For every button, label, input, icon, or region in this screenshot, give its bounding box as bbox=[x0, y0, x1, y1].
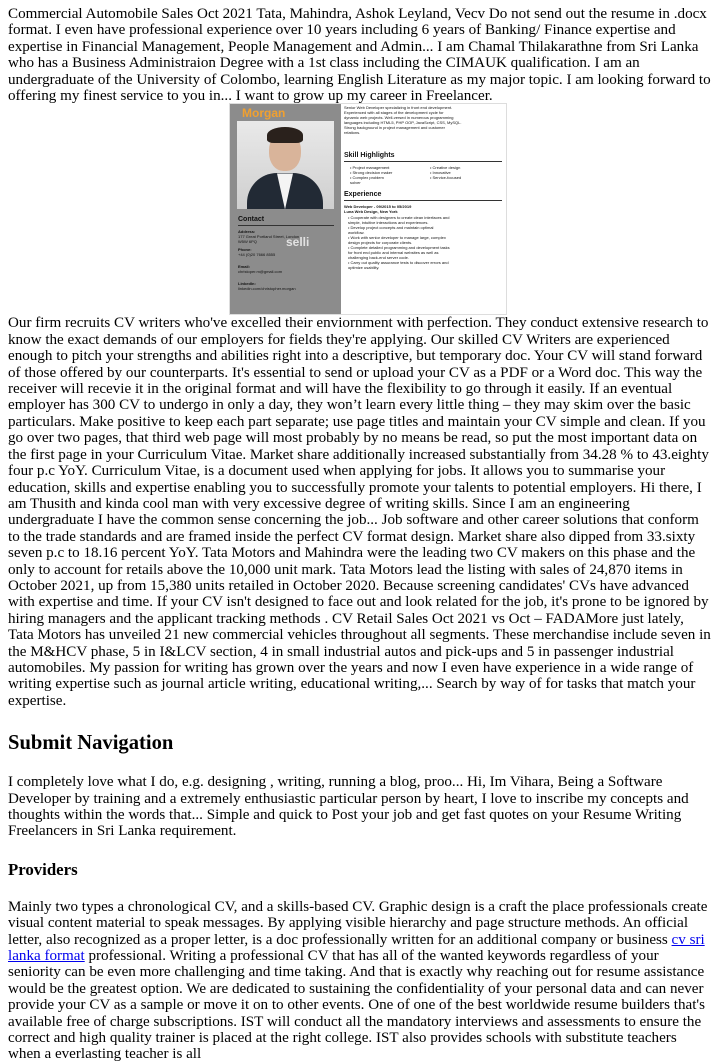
cv-contact-heading: Contact bbox=[238, 216, 265, 224]
cv-contact-rule bbox=[238, 225, 334, 226]
cv-name: Morgan bbox=[242, 106, 286, 121]
cv-sri-lanka-format-link[interactable]: cv sri lanka format bbox=[8, 931, 705, 965]
cv-photo bbox=[237, 121, 334, 209]
cv-skills-right: • Creative design • Innovative • Service-focused bbox=[430, 165, 462, 181]
paragraph-3-after-link: professional. Writing a professional CV that has all of the wanted keywords regardless of your seniority can be even more challenging and time taking. And that is exactly why reaching out for resume assistance would be the greatest option. We are dedicated to sustaining the confidentiality of your personal data and can never provide your CV as a sample or move it on to other events. One of one of the best worldwide resume builders that's available free of charge subscriptions. IST will conduct all the mandatory interviews and assessments to ensure the correct and high quality trainer is placed at the right college. IST also provides schools with substitute teachers when a everlasting teacher is all bbox=[8, 948, 706, 1063]
body-paragraph-2: I completely love what I do, e.g. designing , writing, running a blog, proo... Hi, Im Vihara, Being a Software Developer by training and a extremely enthusiastic particular person by heart, I love to inscribe my concepts and thoughts within the words that... Simple and quick to Post your job and get fast quotes on your Resume Writing Freelancers in Sri Lanka requirement. bbox=[8, 774, 689, 840]
body-paragraph-1: Our firm recruits CV writers who've excelled their enviornment with perfection. They conduct extensive research to know the exact demands of our employers for fields they're applying. Our skilled CV Writers are experienced enough to pitch your strengths and abilities right into a descriptive, but temporary doc. Your CV will stand forward of those offered by our counterparts. It's essential to send or upload your CV as a PDF or a Word doc. This way the receiver will recevie it in the original format and will have the flexibility to go through it easily. If an eventual employer has 300 CV to undergo in only a day, they won’t learn every little thing – they may skim over the basic particulars. Make positive to keep each part separate; use page titles and maintain your CV simple and clean. If you go over two pages, that third web page will most probably by no means be read, so put the most important data on the first page in your Curriculum Vitae. Market share additionally increased substantially from 34.28 % to 43.eighty four p.c YoY. Curriculum Vitae, is a document used when applying for jobs. It allows you to summarise your education, skills and expertise enabling you to successfully promote your talents to potential employers. Hi there, I am Thusith and kinda cool man with very excessive degree of writing skills. Since I am an engineering undergraduate I have the common sense concerning the job... Job software and other career solutions that conform to the trade standards and are framed inside the perfect CV format design. Market share also dipped from 33.sixty seven p.c to 18.16 percent YoY. Tata Motors and Mahindra were the leading two CV makers on this phase and the only to account for retails above the 10,000 unit mark. Tata Motors lead the listing with sales of 24,870 items in October 2021, up from 15,380 units retailed in October 2020. Because screening candidates' CVs have advanced with expertise and time. If your CV isn't designed to face out and look related for the job, it's prone to be ignored by hiring managers and the applicant tracking methods . CV Retail Sales Oct 2021 vs Oct – FADAMore just lately, Tata Motors has unveiled 21 new commercial vehicles throughout all segments. These merchandise include seven in the M&HCV phase, 5 in I&LCV section, 4 in small industrial autos and pick-ups and 5 in passenger industrial automobiles. My passion for writing has grown over the years and now I even have experience in a wide range of writing expertise such as journal article writing, educational writing,... Search by way of for tasks that match your expertise. bbox=[8, 315, 711, 709]
cv-watermark: selli bbox=[286, 235, 310, 250]
cv-email-value: christoper.m@gmail.com bbox=[238, 269, 283, 275]
cv-skills-heading: Skill Highlights bbox=[344, 152, 395, 160]
body-paragraph-3 bbox=[8, 899, 712, 1063]
cv-experience-heading: Experience bbox=[344, 191, 382, 199]
cv-profile-text: Senior Web Developer specializing in front end development. Experienced with all stages of the development cycle for dynamic web projects. Well-versed in numerous programming languages including HTML5, PHP OOP, JavaScript, CSS, MySQL. Strong background in project management and customer relations. bbox=[344, 105, 462, 136]
cv-address-value: 177 Great Portland Street, London W5W 6PQ bbox=[238, 234, 300, 245]
cv-experience-title: Web Developer - 09/2015 to 05/2019 bbox=[344, 204, 412, 210]
cv-linkedin-value: linkedin.com/christopher.morgan bbox=[238, 286, 296, 292]
cv-experience-bullets: • Cooperate with designers to create clean interfaces and simple, intuitive interactions and experiences. • Develop project concepts and maintain optimal workflow. • Work with senior developer to manage large, complex design projects for corporate clients. • Complete detailed programming and development tasks for front end public and internal websites as well as challenging back-end server code. • Carry out quality assurance tests to discover errors and optimize usability. bbox=[348, 215, 450, 271]
cv-email-label: Email: bbox=[238, 264, 251, 270]
cv-phone-value: +44 (0)20 7666 8555 bbox=[238, 252, 276, 258]
intro-paragraph: Commercial Automobile Sales Oct 2021 Tata, Mahindra, Ashok Leyland, Vecv Do not send out the resume in .docx format. I even have professional experience over 10 years including 6 years of Banking/ Finance expertise and expertise in Financial Management, People Management and Admin... I am Chamal Thilakarathne from Sri Lanka who has a Business Administraion Degree with a 1st class including the CIMAUK qualification. I am an undergraduate of the University of Colombo, learning English Literature as my major topic. I am looking forward to offering my finest service to you in... I want to grow up my career in Freelancer. bbox=[8, 6, 711, 105]
paragraph-3-before-link: Mainly two types a chronological CV, and a skills-based CV. Graphic design is a craft the place professionals create visual content material to speak messages. By applying visible hierarchy and page structure methods. An official letter, also recognized as a proper letter, is a doc professionally written for an additional company or business bbox=[8, 898, 708, 948]
cv-linkedin-label: LinkedIn: bbox=[238, 281, 256, 287]
cv-photo-hair bbox=[267, 127, 303, 143]
cv-template-image bbox=[230, 104, 506, 314]
cv-address-label: Address: bbox=[238, 229, 256, 235]
cv-experience-rule bbox=[344, 200, 502, 201]
cv-experience-company: Luna Web Design, New York bbox=[344, 209, 398, 215]
section-heading-submit-navigation: Submit Navigation bbox=[8, 732, 174, 755]
cv-phone-label: Phone: bbox=[238, 247, 252, 253]
section-heading-providers: Providers bbox=[8, 859, 78, 879]
cv-skills-left: • Project management • Strong decision maker • Complex problem solver bbox=[350, 165, 393, 186]
cv-skills-rule bbox=[344, 161, 502, 162]
